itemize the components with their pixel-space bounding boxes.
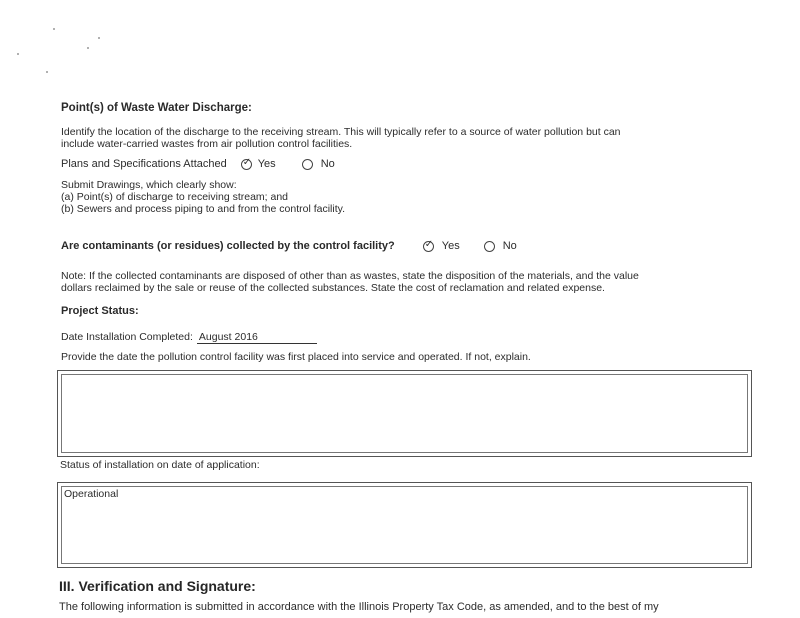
description-line: include water-carried wastes from air pollution control facilities. <box>61 138 353 150</box>
contaminants-question: Are contaminants (or residues) collected by the control facility? <box>61 240 395 252</box>
contaminants-yes-radio[interactable] <box>423 241 434 252</box>
service-date-box[interactable] <box>57 370 752 457</box>
plans-attached-row <box>61 158 335 170</box>
plans-attached-label: Plans and Specifications Attached <box>61 158 227 170</box>
scan-speck <box>53 28 55 30</box>
contaminants-yes-label: Yes <box>441 240 460 252</box>
service-date-value <box>62 375 747 379</box>
submit-drawings-block <box>61 179 345 215</box>
note-line: Note: If the collected contaminants are disposed of other than as wastes, state the disposition of the materials, and the value <box>61 270 639 282</box>
date-completed-label: Date Installation Completed: <box>61 331 193 343</box>
contaminants-row <box>61 240 517 252</box>
contaminants-no-label: No <box>502 240 517 252</box>
scan-speck <box>98 37 100 39</box>
plans-yes-label: Yes <box>257 158 276 170</box>
plans-yes-radio[interactable] <box>241 159 252 170</box>
note-line: dollars reclaimed by the sale or reuse of the collected substances. State the cost of reclamation and related expense. <box>61 282 605 294</box>
date-completed-field[interactable]: August 2016 <box>197 331 317 344</box>
verification-heading: III. Verification and Signature: <box>59 578 256 594</box>
submit-line: Submit Drawings, which clearly show: <box>61 179 237 191</box>
plans-no-radio[interactable] <box>302 159 313 170</box>
status-box[interactable] <box>57 482 752 568</box>
scan-speck <box>17 53 19 55</box>
scan-speck <box>46 71 48 73</box>
plans-no-label: No <box>320 158 335 170</box>
waste-water-heading: Point(s) of Waste Water Discharge: <box>61 102 252 114</box>
status-value: Operational <box>64 488 119 500</box>
contaminants-note <box>61 270 751 294</box>
contaminants-no-radio[interactable] <box>484 241 495 252</box>
submit-line: (a) Point(s) of discharge to receiving stream; and <box>61 191 289 203</box>
date-completed-row <box>61 331 317 344</box>
service-prompt: Provide the date the pollution control facility was first placed into service and operated. If not, explain. <box>61 351 531 363</box>
status-label: Status of installation on date of application: <box>60 459 260 471</box>
status-box-inner <box>61 486 748 564</box>
description-line: Identify the location of the discharge to the receiving stream. This will typically refer to a source of water pollution but can <box>61 126 621 138</box>
waste-water-description <box>61 126 741 150</box>
project-status-heading: Project Status: <box>61 305 139 317</box>
service-date-box-inner <box>61 374 748 453</box>
scan-speck <box>87 47 89 49</box>
verification-text: The following information is submitted in accordance with the Illinois Property Tax Code, as amended, and to the best of my <box>59 601 659 613</box>
submit-line: (b) Sewers and process piping to and from the control facility. <box>61 203 346 215</box>
